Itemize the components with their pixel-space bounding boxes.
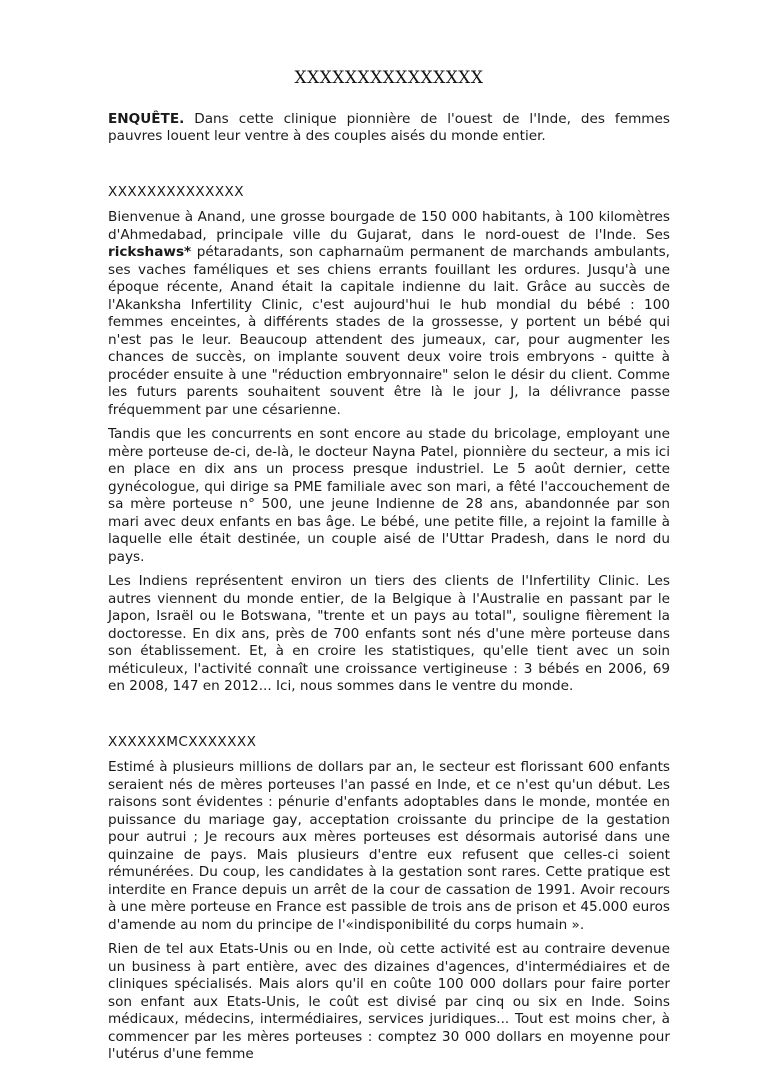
body-paragraph: Estimé à plusieurs millions de dollars par an, le secteur est florissant 600 enfants seraient nés de mères porteuses l'an passé en Inde, et ce n'est qu'un début. Les raisons sont évidentes : pénurie d'enfants adoptables dans le monde, montée en puissance du mariage gay, acceptation croissante du principe de la gestation pour autrui ; Je recours aux mères porteuses est désormais autorisé dans une quinzaine de pays. Mais plusieurs d'entre eux refusent que celles-ci soient rémunérées. Du coup, les candidates à la gestation sont rares. Cette pratique est interdite en France depuis un arrêt de la cour de cassation de 1991. Avoir recours à une mère porteuse en France est passible de trois ans de prison et 45.000 euros d'amende au nom du principe de l'«indisponibilité du corps humain ». bbox=[108, 759, 670, 933]
intro-paragraph bbox=[108, 111, 670, 146]
document-title: XXXXXXXXXXXXXXX bbox=[294, 68, 484, 88]
intro-lead: ENQUÊTE. bbox=[108, 110, 185, 127]
section-heading: XXXXXXMCXXXXXXX bbox=[108, 733, 257, 750]
document-page bbox=[108, 0, 670, 1071]
bold-term: rickshaws* bbox=[108, 244, 192, 260]
paragraph-text: pétaradants, son capharnaüm permanent de marchands ambulants, ses vaches faméliques et ses chiens errants fouillant les ordures. Jusqu'à une époque récente, Anand était la capitale indienne du lait. Grâce au succès de l'Akanksha Infertility Clinic, c'est aujourd'hui le hub mondial du bébé : 100 femmes enceintes, à différents stades de la grossesse, y portent un bébé qui n'est pas le leur. Beaucoup attendent des jumeaux, car, pour augmenter les chances de succès, on implante souvent deux voire trois embryons - quitte à procéder ensuite à une "réduction embryonnaire" selon le désir du client. Comme les futurs parents souhaitent souvent être là le jour J, la délivrance passe fréquemment par une césarienne. bbox=[108, 244, 670, 418]
section-heading: XXXXXXXXXXXXXX bbox=[108, 183, 244, 200]
intro-text: Dans cette clinique pionnière de l'ouest de l'Inde, des femmes pauvres louent leur ventre à des couples aisés du monde entier. bbox=[108, 110, 670, 144]
body-paragraph: Tandis que les concurrents en sont encore au stade du bricolage, employant une mère porteuse de-ci, de-là, le docteur Nayna Patel, pionnière du secteur, a mis ici en place en dix ans un process presque industriel. Le 5 août dernier, cette gynécologue, qui dirige sa PME familiale avec son mari, a fêté l'accouchement de sa mère porteuse n° 500, une jeune Indienne de 28 ans, abandonnée par son mari avec deux enfants en bas âge. Le bébé, une petite fille, a rejoint la famille à laquelle elle était destinée, un couple aisé de l'Uttar Pradesh, dans le nord du pays. bbox=[108, 426, 670, 565]
body-paragraph: Rien de tel aux Etats-Unis ou en Inde, où cette activité est au contraire devenue un business à part entière, avec des dizaines d'agences, d'intermédiaires et de cliniques spécialisés. Mais alors qu'il en coûte 100 000 dollars pour faire porter son enfant aux Etats-Unis, le coût est divisé par cinq ou six en Inde. Soins médicaux, médecins, intermédiaires, services juridiques... Tout est moins cher, à commencer par les mères porteuses : comptez 30 000 dollars en moyenne pour l'utérus d'une femme bbox=[108, 941, 670, 1062]
body-paragraph: Les Indiens représentent environ un tiers des clients de l'Infertility Clinic. Les autres viennent du monde entier, de la Belgique à l'Australie en passant par le Japon, Israël ou le Botswana, "trente et un pays au total", souligne fièrement la doctoresse. En dix ans, près de 700 enfants sont nés d'une mère porteuse dans son établissement. Et, à en croire les statistiques, qu'elle tient avec un soin méticuleux, l'activité connaît une croissance vertigineuse : 3 bébés en 2006, 69 en 2008, 147 en 2012... Ici, nous sommes dans le ventre du monde. bbox=[108, 573, 670, 694]
paragraph-text: Bienvenue à Anand, une grosse bourgade de 150 000 habitants, à 100 kilomètres d'Ahmedabad, principale ville du Gujarat, dans le nord-ouest de l'Inde. Ses bbox=[108, 209, 670, 243]
body-paragraph bbox=[108, 209, 670, 419]
